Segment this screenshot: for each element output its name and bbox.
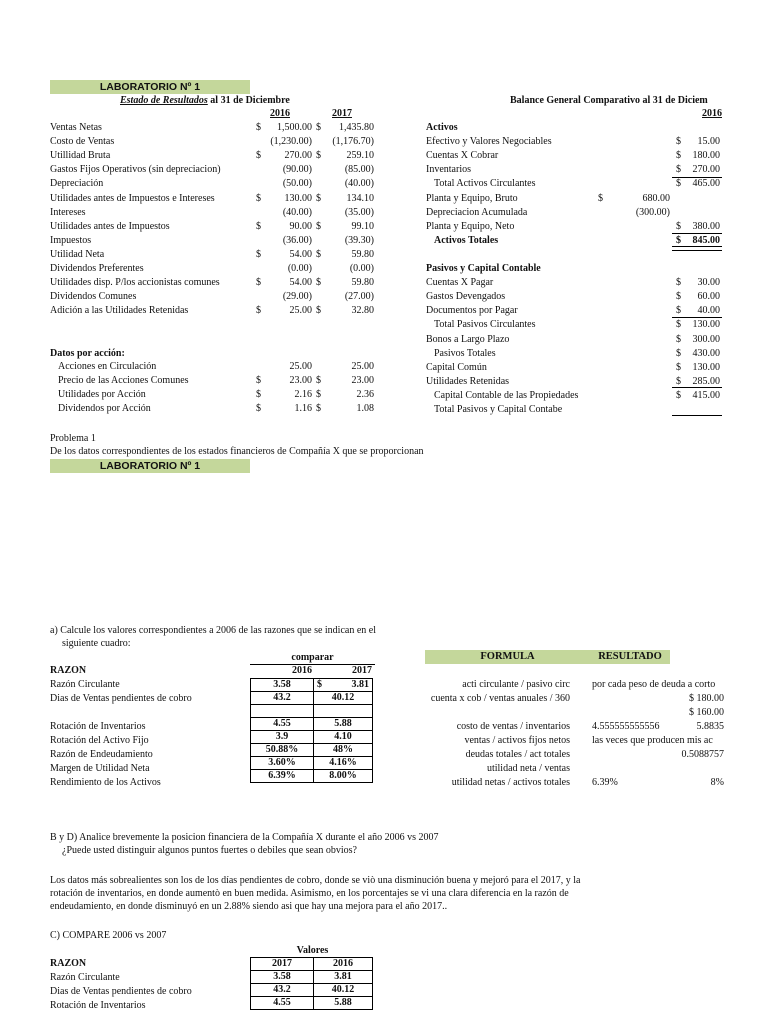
value-2016: 25.00: [289, 305, 312, 317]
compare-row: [251, 997, 373, 1010]
compare-value-b: 3.81: [314, 971, 373, 984]
per-share-title: Datos por acción:: [50, 348, 125, 359]
value-2016: 23.00: [289, 375, 312, 387]
balance-underline: [672, 317, 722, 318]
value-2016: 54.00: [289, 277, 312, 289]
balance-row-label: Total Pasivos Circulantes: [434, 319, 536, 331]
balance-underline: [672, 415, 722, 416]
balance-row-label: Pasivos y Capital Contable: [426, 263, 541, 274]
currency-sign: $: [316, 375, 321, 387]
currency-sign: $: [316, 192, 321, 204]
income-row-label: Adición a las Utilidades Retenidas: [50, 305, 189, 317]
value-2017: 59.80: [351, 277, 374, 289]
balance-value: 130.00: [692, 319, 720, 331]
income-row-label: Utilidades por Acción: [58, 389, 146, 401]
analysis-line-3: endeudamiento, en donde disminuyó en un 2.88% siendo asi que hay una mejora para el año 2017..: [50, 901, 448, 912]
balance-underline: [672, 387, 722, 388]
compare-year-2: 2016: [314, 958, 373, 971]
problem-title: Problema 1: [50, 433, 96, 444]
ratio-value-2016: 6.39%: [251, 770, 314, 783]
currency-sign: $: [676, 178, 681, 190]
income-row-label: Precio de las Acciones Comunes: [58, 375, 189, 387]
compare-ratio-name: Razón Circulante: [50, 972, 120, 983]
balance-row-label: Activos: [426, 122, 458, 133]
ratio-value-2017: 4.16%: [314, 757, 373, 770]
currency-sign: $: [256, 389, 261, 401]
currency-sign: $: [676, 234, 681, 246]
balance-value: 465.00: [692, 178, 720, 190]
ratio-formula: costo de ventas / inventarios: [456, 721, 570, 732]
analysis-line-1: Los datos más sobrealientes son los de los días pendientes de cobro, donde se viò una disminución buena y mejoró para el 2017, y la: [50, 875, 581, 886]
ratio-name: Rendimiento de los Activos: [50, 777, 161, 788]
compare-value-a: 3.58: [251, 971, 314, 984]
balance-row-label: Inventarios: [426, 164, 471, 176]
ratio-value-2016: 50.88%: [251, 744, 314, 757]
ratio-result-alt: 5.8835: [696, 721, 724, 732]
ratio-value-2017: [314, 679, 373, 692]
currency-sign: $: [256, 277, 261, 289]
ratio-row: [251, 744, 373, 757]
compare-table: [250, 957, 373, 1010]
razon-header: RAZON: [50, 665, 87, 676]
value-2017: (1,176.70): [332, 136, 374, 148]
balance-year-2016: 2016: [702, 108, 722, 119]
currency-sign: $: [598, 192, 603, 204]
ratio-result-alt: 8%: [710, 777, 724, 788]
value-2017: 99.10: [351, 220, 374, 232]
currency-sign: $: [676, 319, 681, 331]
currency-sign: $: [676, 277, 681, 289]
value-2016: 1.16: [294, 403, 312, 415]
currency-sign: $: [256, 150, 261, 162]
ratio-value-2016: 3.58: [251, 679, 314, 692]
ratio-formula: ventas / activos fijos netos: [464, 735, 570, 746]
balance-value: 130.00: [692, 361, 720, 373]
balance-value: 845.00: [692, 234, 720, 246]
income-row-label: Dividendos por Acción: [58, 403, 151, 415]
balance-value: 285.00: [692, 375, 720, 387]
ratio-result-alt: 0.5088757: [681, 749, 724, 760]
lab-header: LABORATORIO Nº 1: [50, 80, 250, 94]
balance-value: 430.00: [692, 347, 720, 359]
income-row-label: Utilidad Neta: [50, 248, 105, 260]
currency-sign: $: [256, 375, 261, 387]
value-2016: 54.00: [289, 248, 312, 260]
razon-header-c: RAZON: [50, 958, 87, 969]
value-2016: 1,500.00: [277, 122, 312, 133]
ratio-year-2017: 2017: [352, 665, 372, 676]
income-row-label: Dividendos Preferentes: [50, 263, 144, 274]
ratio-row: [251, 731, 373, 744]
income-row-label: Impuestos: [50, 234, 92, 246]
value-2017: (85.00): [344, 164, 374, 176]
compare-label: comparar: [291, 652, 334, 663]
part-a-line1: a) Calcule los valores correspondientes a 2006 de las razones que se indican en el: [50, 625, 376, 636]
ratio-name: Razón Circulante: [50, 679, 120, 690]
balance-value: 30.00: [697, 277, 720, 289]
balance-underline: [672, 233, 722, 234]
ratio-value: 3.81: [351, 679, 369, 690]
ratio-name: Margen de Utilidad Neta: [50, 763, 150, 774]
balance-row-label: Planta y Equipo, Bruto: [426, 192, 518, 204]
compare-value-b: 5.88: [314, 997, 373, 1010]
ratio-name: Rotación de Inventarios: [50, 721, 146, 732]
currency-sign: $: [317, 679, 322, 690]
compare-value-b: 40.12: [314, 984, 373, 997]
part-bd-line1: B y D) Analice brevemente la posicion financiera de la Compañía X durante el año 2006 vs 2007: [50, 832, 439, 843]
ratio-result-alt: $ 160.00: [689, 707, 724, 718]
balance-row-label: Utilidades Retenidas: [426, 375, 510, 387]
ratio-value-2017: 48%: [314, 744, 373, 757]
ratio-table: [250, 678, 373, 783]
value-2017: (40.00): [344, 178, 374, 190]
ratio-result: 4.555555555556: [592, 721, 660, 732]
ratio-value-2017: [314, 705, 373, 718]
balance-row-label: Documentos por Pagar: [426, 305, 518, 317]
ratio-formula: utilidad netas / activos totales: [451, 777, 570, 788]
currency-sign: $: [316, 305, 321, 317]
currency-sign: $: [316, 150, 321, 162]
balance-row-label: Activos Totales: [434, 234, 499, 246]
balance-row-label: Pasivos Totales: [434, 347, 496, 359]
analysis-line-2: rotación de inventarios, en donde aumentò en buen medida. Asimismo, en los porcentajes se vi una clara diferencia en la razón de: [50, 888, 569, 899]
balance-row-label: Planta y Equipo, Neto: [426, 220, 515, 232]
ratio-result: las veces que producen mis ac: [592, 735, 713, 746]
currency-sign: $: [676, 136, 681, 148]
income-row-label: Depreciación: [50, 178, 104, 190]
ratio-row: [251, 770, 373, 783]
currency-sign: $: [676, 375, 681, 387]
value-2016: (40.00): [282, 206, 312, 218]
value-2016: (1,230.00): [270, 136, 312, 148]
balance-double-underline: [672, 246, 722, 251]
value-2016: (90.00): [282, 164, 312, 176]
value-2016: (29.00): [282, 291, 312, 303]
income-row-label: Intereses: [50, 206, 86, 218]
part-bd-line2: ¿Puede usted distinguir algunos puntos fuertes o debiles que sean obvios?: [62, 845, 357, 856]
balance-row-label: Bonos a Largo Plazo: [426, 333, 510, 345]
compare-header-row: [251, 958, 373, 971]
value-2017: 1.08: [356, 403, 374, 415]
balance-row-label: Total Pasivos y Capital Contabe: [434, 404, 563, 415]
currency-sign: $: [256, 305, 261, 317]
compare-row: [251, 971, 373, 984]
income-row-label: Gastos Fijos Operativos (sin depreciacion): [50, 164, 221, 176]
value-2017: 259.10: [346, 150, 374, 162]
ratio-row: [251, 679, 373, 692]
ratio-value-2016: 3.9: [251, 731, 314, 744]
value-2017: 1,435.80: [339, 122, 374, 133]
balance-row-label: Depreciacion Acumulada: [426, 206, 528, 218]
balance-subvalue: (300.00): [635, 206, 670, 218]
value-2017: 32.80: [351, 305, 374, 317]
ratio-value-2016: 43.2: [251, 692, 314, 705]
balance-row-label: Cuentas X Cobrar: [426, 150, 499, 162]
currency-sign: $: [256, 248, 261, 260]
lab-header-2: LABORATORIO Nº 1: [50, 459, 250, 473]
valores-label: Valores: [296, 945, 329, 956]
balance-value: 300.00: [692, 333, 720, 345]
income-year-2016: 2016: [270, 108, 290, 119]
value-2017: (39.30): [344, 234, 374, 246]
compare-value-a: 43.2: [251, 984, 314, 997]
currency-sign: $: [316, 277, 321, 289]
ratio-value-2016: 4.55: [251, 718, 314, 731]
result-header: RESULTADO: [590, 650, 670, 664]
value-2016: (0.00): [287, 263, 312, 274]
value-2017: (27.00): [344, 291, 374, 303]
balance-value: 180.00: [692, 150, 720, 162]
ratio-formula: utilidad neta / ventas: [486, 763, 570, 774]
value-2017: 2.36: [356, 389, 374, 401]
value-2017: (0.00): [349, 263, 374, 274]
value-2017: 134.10: [346, 192, 374, 204]
balance-value: 40.00: [697, 305, 720, 317]
ratio-value-2017: 4.10: [314, 731, 373, 744]
balance-subvalue: 680.00: [642, 192, 670, 204]
value-2016: (36.00): [282, 234, 312, 246]
balance-value: 15.00: [697, 136, 720, 148]
ratio-row: [251, 757, 373, 770]
currency-sign: $: [676, 333, 681, 345]
ratio-result: 6.39%: [592, 777, 618, 788]
ratio-year-2016: 2016: [292, 665, 312, 676]
currency-sign: $: [676, 291, 681, 303]
income-row-label: Utilidades antes de Impuestos e Intereses: [50, 192, 215, 204]
ratio-name: Razón de Endeudamiento: [50, 749, 153, 760]
balance-row-label: Capital Común: [426, 361, 487, 373]
compare-value-a: 4.55: [251, 997, 314, 1010]
currency-sign: $: [316, 248, 321, 260]
currency-sign: $: [676, 305, 681, 317]
currency-sign: $: [256, 403, 261, 415]
ratio-result-alt: $ 180.00: [689, 693, 724, 704]
currency-sign: $: [316, 389, 321, 401]
currency-sign: $: [256, 122, 261, 133]
value-2016: 90.00: [289, 220, 312, 232]
income-row-label: Acciones en Circulación: [58, 361, 157, 372]
value-2016: 130.00: [284, 192, 312, 204]
currency-sign: $: [256, 220, 261, 232]
income-row-label: Dividendos Comunes: [50, 291, 137, 303]
balance-row-label: Capital Contable de las Propiedades: [434, 389, 579, 401]
value-2017: 23.00: [351, 375, 374, 387]
income-statement-title: Estado de Resultados al 31 de Diciembre: [120, 95, 290, 106]
ratio-result: por cada peso de deuda a corto: [592, 679, 716, 690]
balance-value: 270.00: [692, 164, 720, 176]
compare-ratio-name: Dias de Ventas pendientes de cobro: [50, 986, 192, 997]
currency-sign: $: [676, 220, 681, 232]
income-row-label: Utilidades antes de Impuestos: [50, 220, 170, 232]
currency-sign: $: [676, 361, 681, 373]
currency-sign: $: [316, 220, 321, 232]
income-row-label: Utillidad Bruta: [50, 150, 111, 162]
balance-value: 60.00: [697, 291, 720, 303]
ratio-value-2016: 3.60%: [251, 757, 314, 770]
ratio-formula: acti circulante / pasivo circ: [462, 679, 570, 690]
part-c-title: C) COMPARE 2006 vs 2007: [50, 930, 167, 941]
compare-ratio-name: Rotación de Inventarios: [50, 1000, 146, 1011]
currency-sign: $: [676, 347, 681, 359]
ratio-name: Dias de Ventas pendientes de cobro: [50, 693, 192, 704]
balance-underline: [672, 177, 722, 178]
currency-sign: $: [676, 389, 681, 401]
income-year-2017: 2017: [332, 108, 352, 119]
balance-row-label: Cuentas X Pagar: [426, 277, 494, 289]
value-2017: (35.00): [344, 206, 374, 218]
balance-value: 380.00: [692, 220, 720, 232]
value-2016: (50.00): [282, 178, 312, 190]
formula-header: FORMULA: [425, 650, 590, 664]
ratio-formula: cuenta x cob / ventas anuales / 360: [430, 693, 570, 704]
currency-sign: $: [676, 150, 681, 162]
part-a-line2: siguiente cuadro:: [62, 638, 131, 649]
currency-sign: $: [676, 164, 681, 176]
value-2017: 25.00: [351, 361, 374, 372]
balance-sheet-title: Balance General Comparativo al 31 de Diciem: [510, 95, 708, 106]
value-2016: 25.00: [289, 361, 312, 372]
ratio-value-2017: 40.12: [314, 692, 373, 705]
balance-row-label: Gastos Devengados: [426, 291, 506, 303]
ratio-value-2016: [251, 705, 314, 718]
income-row-label: Utilidades disp. P/los accionistas comunes: [50, 277, 220, 289]
value-2016: 2.16: [294, 389, 312, 401]
value-2017: 59.80: [351, 248, 374, 260]
compare-year-1: 2017: [251, 958, 314, 971]
ratio-row: [251, 692, 373, 705]
currency-sign: $: [316, 403, 321, 415]
currency-sign: $: [256, 192, 261, 204]
income-row-label: Costo de Ventas: [50, 136, 115, 148]
ratio-value-2017: 5.88: [314, 718, 373, 731]
ratio-formula: deudas totales / act totales: [465, 749, 570, 760]
ratio-name: Rotación del Activo Fijo: [50, 735, 149, 746]
problem-text: De los datos correspondientes de los estados financieros de Compañía X que se proporcionan: [50, 446, 424, 457]
balance-row-label: Efectivo y Valores Negociables: [426, 136, 552, 148]
value-2016: 270.00: [284, 150, 312, 162]
balance-value: 415.00: [692, 389, 720, 401]
currency-sign: $: [316, 122, 321, 133]
income-row-label: Ventas Netas: [50, 122, 102, 133]
compare-row: [251, 984, 373, 997]
balance-row-label: Total Activos Circulantes: [434, 178, 536, 190]
ratio-value-2017: 8.00%: [314, 770, 373, 783]
ratio-row: [251, 718, 373, 731]
ratio-row: [251, 705, 373, 718]
